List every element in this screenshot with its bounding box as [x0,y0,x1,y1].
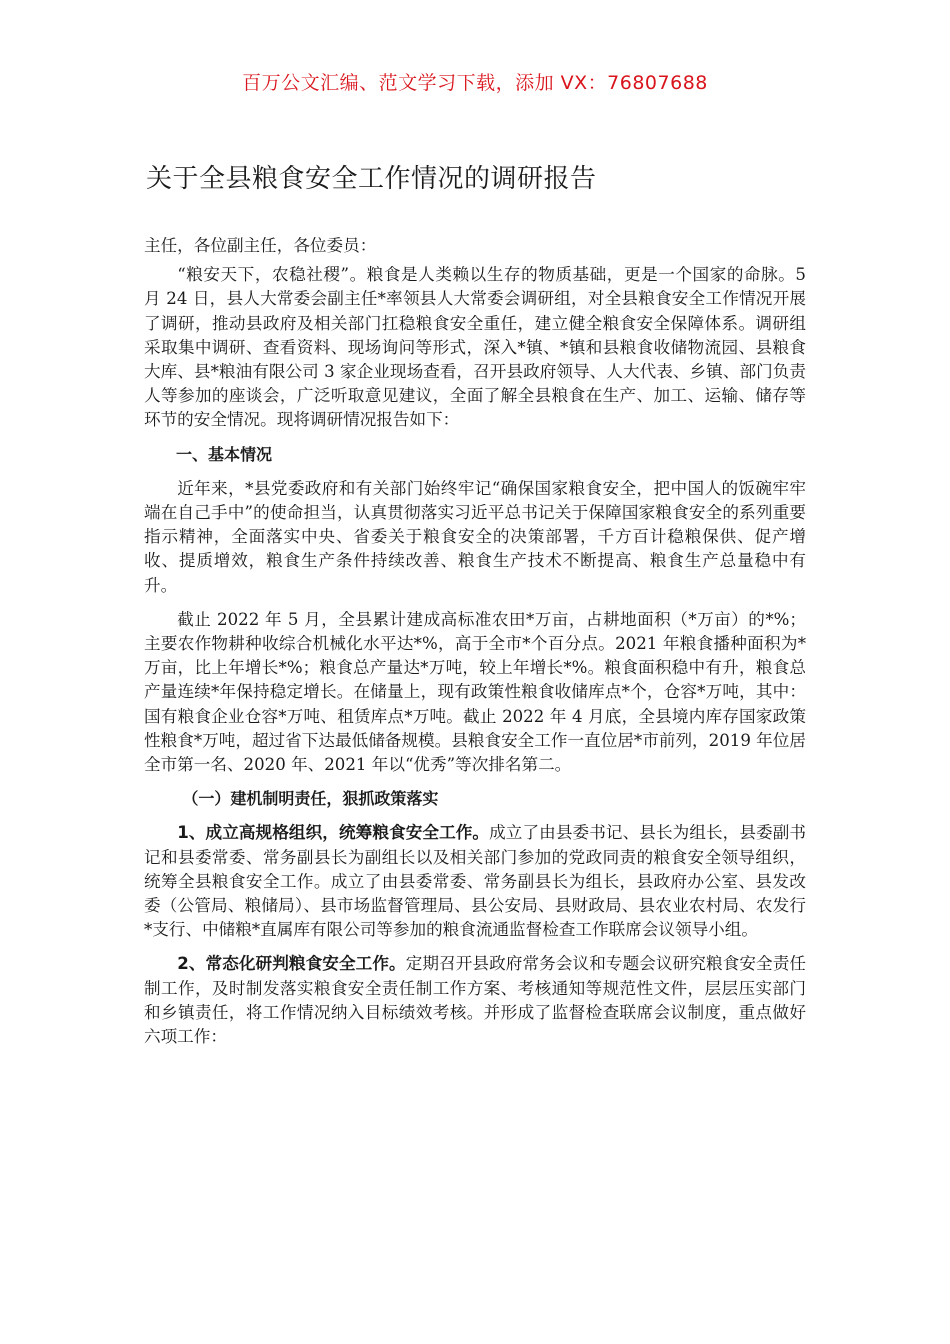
item-paragraph-2 [144,952,806,1049]
section-heading-basic-situation: 一、基本情况 [176,444,273,464]
salutation: 主任，各位副主任，各位委员： [144,236,377,255]
basic-situation-paragraph-1: 近年来，*县党委政府和有关部门始终牢记“确保国家粮食安全，把中国人的饭碗牢牢端在自己手中”的使命担当，认真贯彻落实习近平总书记关于保障国家粮食安全的系列重要指示精神，全面落实中央、省委关于粮食安全的决策部署，千方百计稳粮保供、促产增收、提质增效，粮食生产条件持续改善、粮食生产技术不断提高、粮食生产总量稳中有升。 [144,478,806,595]
basic-situation-paragraph-2: 截止 2022 年 5 月，全县累计建成高标准农田*万亩，占耕地面积（*万亩）的*%；主要农作物耕种收综合机械化水平达*%，高于全市*个百分点。2021 年粮食播种面积为*万亩，比上年增长*%；粮食总产量达*万吨，较上年增长*%。粮食面积稳中有升，粮食总产量连续*年保持稳定增长。在储量上，现有政策性粮食收储库点*个，仓容*万吨，其中：国有粮食企业仓容*万吨、租赁库点*万吨。截止 2022 年 4 月底，全县境内库存国家政策性粮食*万吨，超过省下达最低储备规模。县粮食安全工作一直位居*市前列，2019 年位居全市第一名、2020 年、2021 年以“优秀”等次排名第二。 [144,609,806,775]
item-1-lead: 1、成立高规格组织，统筹粮食安全工作。 [177,823,490,843]
intro-paragraph: “粮安天下，农稳社稷”。粮食是人类赖以生存的物质基础，更是一个国家的命脉。5 月 24 日，县人大常委会副主任*率领县人大常委会调研组，对全县粮食安全工作情况开展了调研，推动县政府及相关部门扛稳粮食安全重任，建立健全粮食安全保障体系。调研组采取集中调研、查看资料、现场询问等形式，深入*镇、*镇和县粮食收储物流园、县粮食大库、县*粮油有限公司 3 家企业现场查看，召开县政府领导、人大代表、乡镇、部门负责人等参加的座谈会，广泛听取意见建议，全面了解全县粮食在生产、加工、运输、储存等环节的安全情况。现将调研情况报告如下： [144,265,806,430]
item-2-lead: 2、常态化研判粮食安全工作。 [177,954,406,974]
subsection-heading-mechanism: （一）建机制明责任，狠抓政策落实 [182,789,439,809]
item-1-text: 成立了由县委书记、县长为组长，县委副书记和县委常委、常务副县长为副组长以及相关部门参加的党政同责的粮食安全领导组织，统筹全县粮食安全工作。成立了由县委常委、常务副县长为组长，县政府办公室、县发改委（公管局、粮储局）、县市场监督管理局、县公安局、县财政局、县农业农村局、农发行*支行、中储粮*直属库有限公司等参加的粮食流通监督检查工作联席会议领导小组。 [144,823,807,940]
document-title: 关于全县粮食安全工作情况的调研报告 [146,164,597,194]
document-body [144,234,806,1049]
watermark-banner: 百万公文汇编、范文学习下载，添加 VX：76807688 [242,72,708,94]
item-2-text: 定期召开县政府常务会议和专题会议研究粮食安全责任制工作，及时制发落实粮食安全责任制工作方案、考核通知等规范性文件，层层压实部门和乡镇责任，将工作情况纳入目标绩效考核。并形成了监督检查联席会议制度，重点做好六项工作： [144,954,807,1047]
item-paragraph-1 [144,821,806,942]
